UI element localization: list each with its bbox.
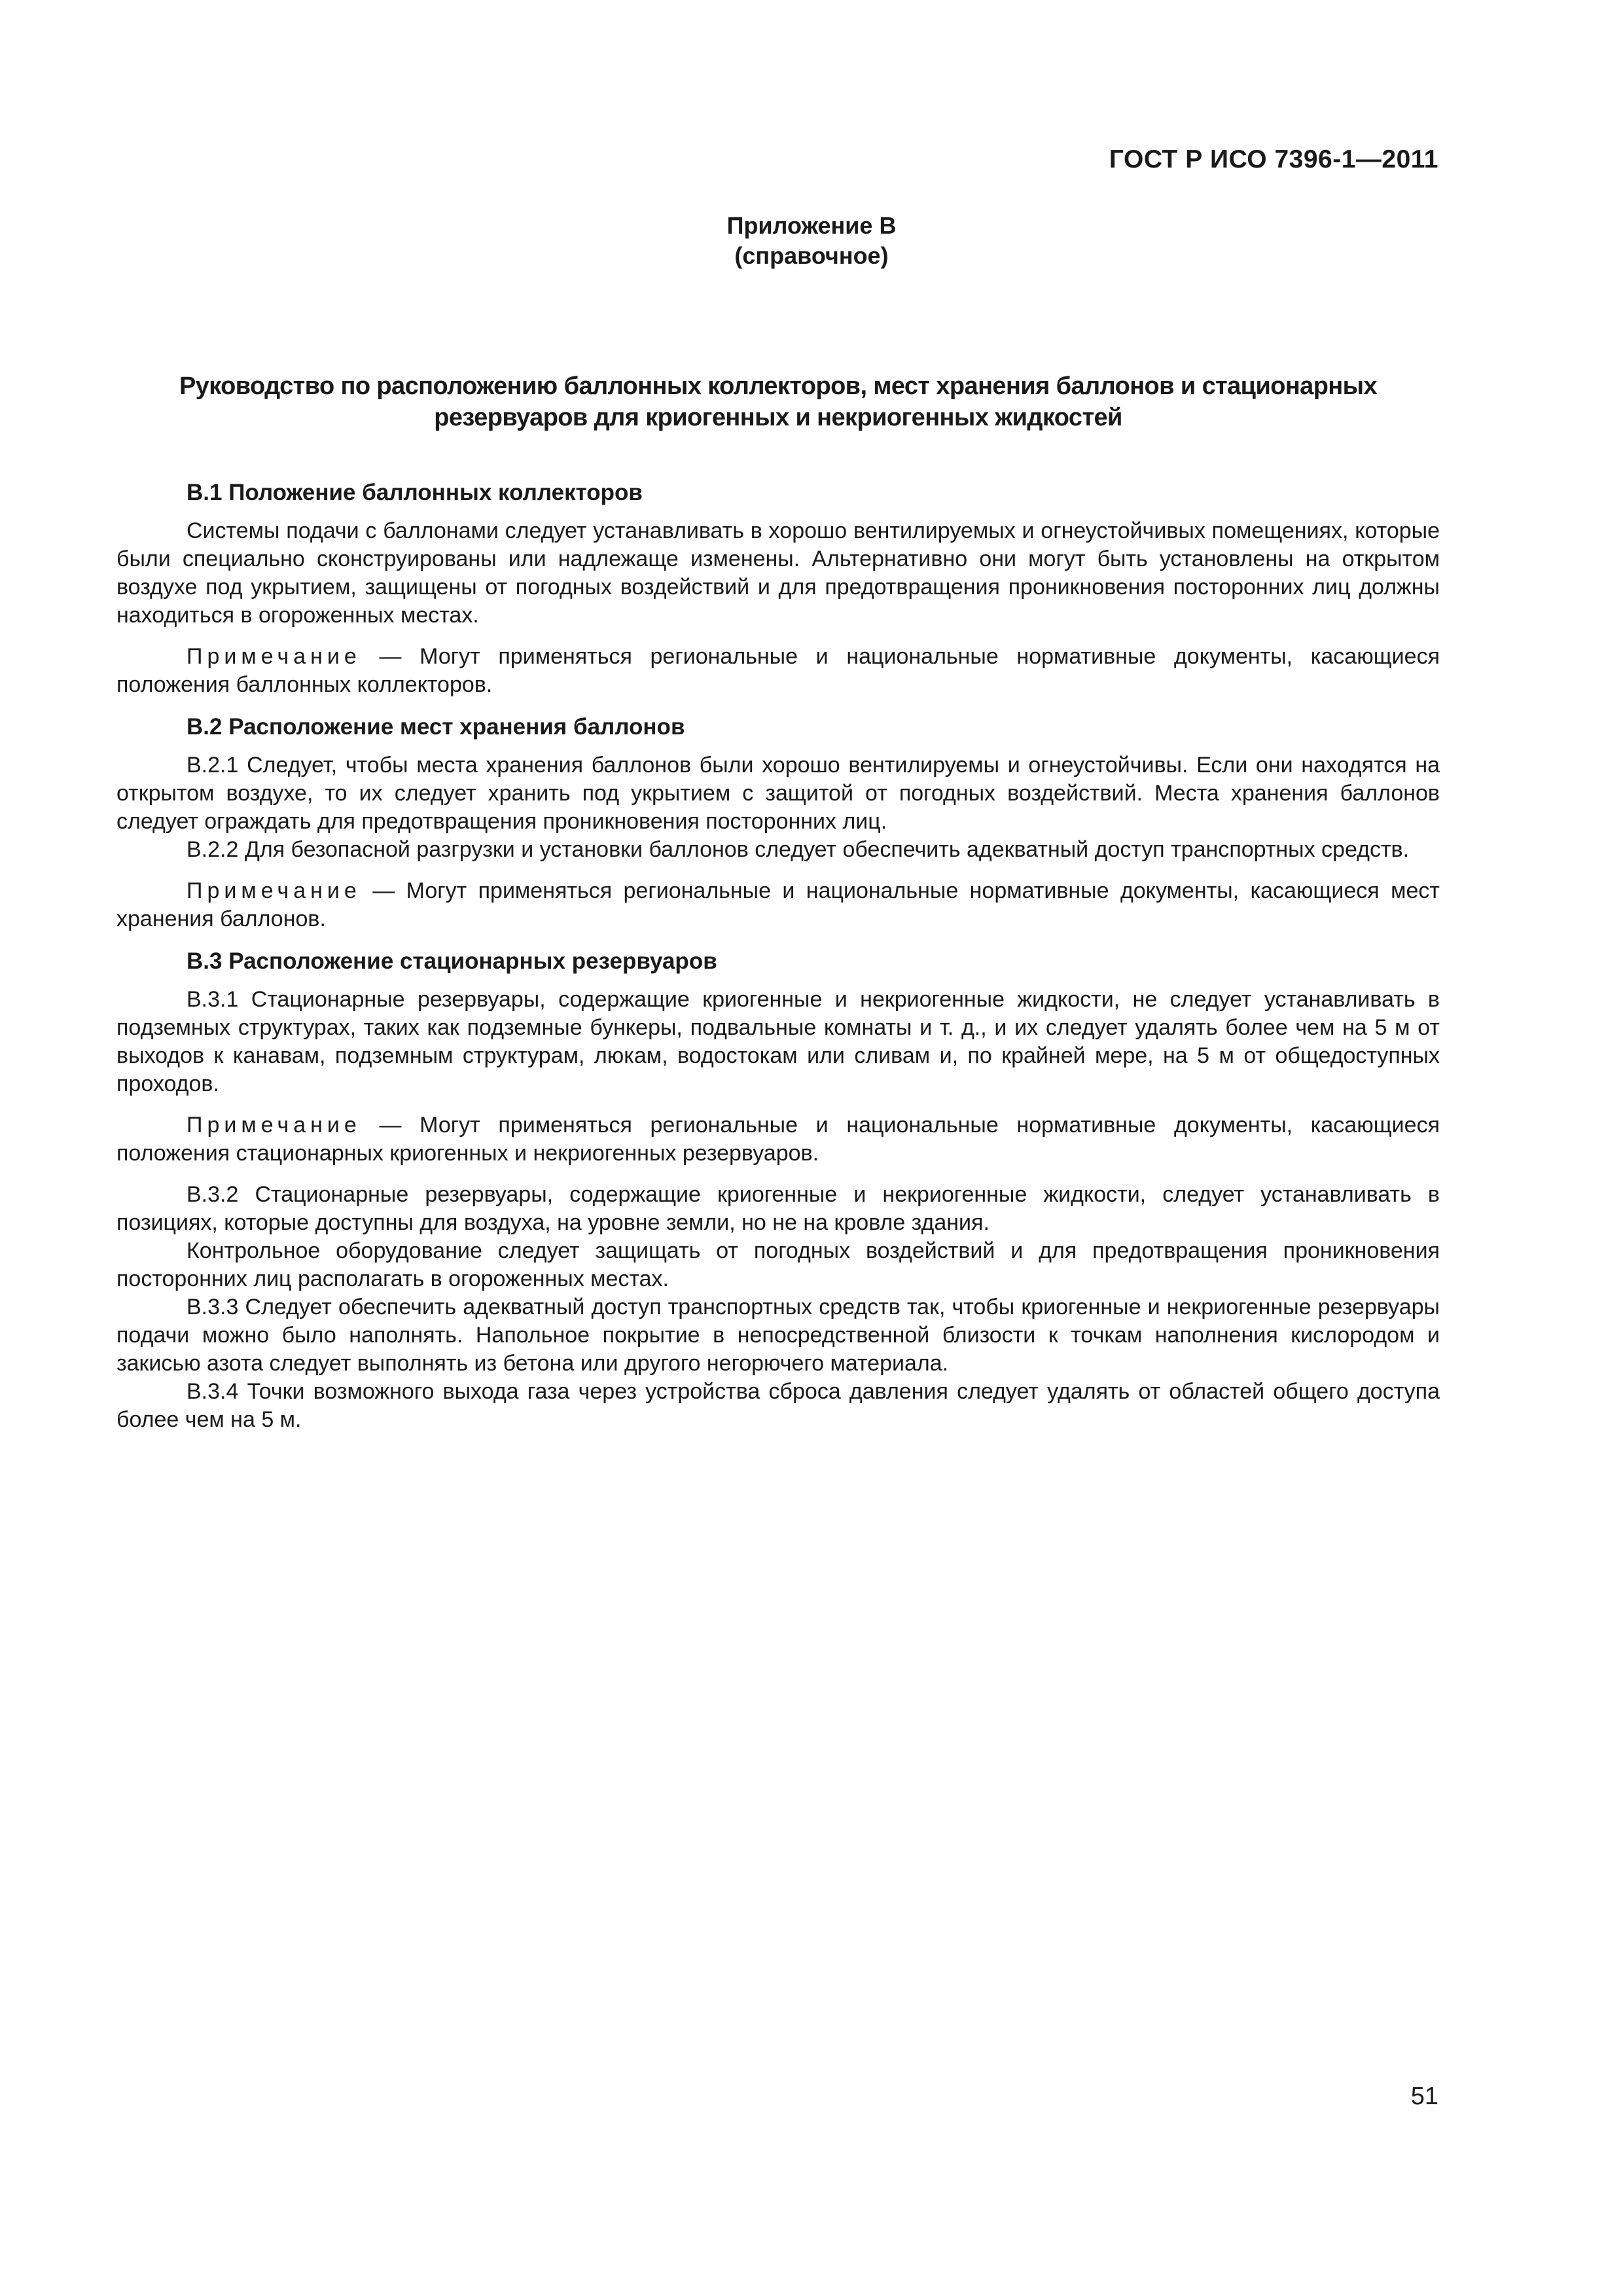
document-code: ГОСТ Р ИСО 7396-1—2011 bbox=[1109, 145, 1438, 173]
appendix-label: Приложение В bbox=[726, 212, 897, 239]
section-b3-paragraph-5: В.3.4 Точки возможного выхода газа через устройства сброса давления следует удалять от областей общего доступа более чем на 5 м. bbox=[116, 1379, 1440, 1432]
section-b1-heading: В.1 Положение баллонных коллекторов bbox=[187, 480, 643, 505]
section-b3-paragraph-2: В.3.2 Стационарные резервуары, содержащие криогенные и некриогенные жидкости, следует устанавливать в позициях, которые доступны для воздуха, на уровне земли, но не на кровле здания. bbox=[116, 1182, 1440, 1235]
document-title bbox=[116, 370, 1440, 433]
section-b3-paragraph-4: В.3.3 Следует обеспечить адекватный доступ транспортных средств так, чтобы криогенные и некриогенные резервуары подачи можно было наполнять. Напольное покрытие в непосредственной близости к точкам наполнения кислородом и закисью азота следует выполнять из бетона или другого негорючего материала. bbox=[116, 1295, 1440, 1376]
section-b3-paragraph-1: В.3.1 Стационарные резервуары, содержащие криогенные и некриогенные жидкости, не следует устанавливать в подземных структурах, таких как подземные бункеры, подвальные комнаты и т. д., и их следует удалять более чем на 5 м от выходов к канавам, подземным структурам, люкам, водостокам или сливам и, по крайней мере, на 5 м от общедоступных проходов. bbox=[116, 987, 1440, 1096]
section-b2-note bbox=[116, 877, 1440, 933]
note-text: — Могут применяться региональные и национальные нормативные документы, касающиеся мест хранения баллонов. bbox=[116, 878, 1440, 931]
document-body bbox=[116, 478, 1440, 1434]
section-b2-paragraph-2: В.2.2 Для безопасной разгрузки и установки баллонов следует обеспечить адекватный доступ транспортных средств. bbox=[187, 837, 1410, 862]
section-b1-paragraph-1: Системы подачи с баллонами следует устанавливать в хорошо вентилируемых и огнеустойчивых помещениях, которые были специально сконструированы или надлежаще изменены. Альтернативно они могут быть установлены на открытом воздухе под укрытием, защищены от погодных воздействий и для предотвращения проникновения посторонних лиц должны находиться в огороженных местах. bbox=[116, 518, 1440, 628]
note-label: Примечание bbox=[187, 1113, 361, 1138]
note-text: — Могут применяться региональные и национальные нормативные документы, касающиеся положения стационарных криогенных и некриогенных резервуаров. bbox=[116, 1113, 1440, 1166]
section-b3-heading: В.3 Расположение стационарных резервуаров bbox=[187, 948, 717, 974]
section-b1-note bbox=[116, 643, 1440, 699]
document-title-line-1: Руководство по расположению баллонных коллекторов, мест хранения баллонов и стационарных bbox=[179, 372, 1378, 400]
section-b3-paragraph-3: Контрольное оборудование следует защищать от погодных воздействий и для предотвращения проникновения посторонних лиц располагать в огороженных местах. bbox=[116, 1238, 1440, 1291]
section-b2-paragraph-1: В.2.1 Следует, чтобы места хранения баллонов были хорошо вентилируемы и огнеустойчивы. Если они находятся на открытом воздухе, то их следует хранить под укрытием с защитой от погодных воздействий. Места хранения баллонов следует ограждать для предотвращения проникновения посторонних лиц. bbox=[116, 753, 1440, 834]
document-title-line-2: резервуаров для криогенных и некриогенных жидкостей bbox=[434, 404, 1122, 431]
appendix-type: (справочное) bbox=[734, 242, 889, 269]
note-label: Примечание bbox=[187, 644, 361, 669]
page-number: 51 bbox=[1410, 2083, 1438, 2110]
section-b3-note bbox=[116, 1111, 1440, 1168]
note-label: Примечание bbox=[187, 878, 361, 903]
note-text: — Могут применяться региональные и национальные нормативные документы, касающиеся положения баллонных коллекторов. bbox=[116, 644, 1440, 697]
section-b2-heading: В.2 Расположение мест хранения баллонов bbox=[187, 714, 685, 740]
appendix-heading bbox=[0, 211, 1623, 271]
